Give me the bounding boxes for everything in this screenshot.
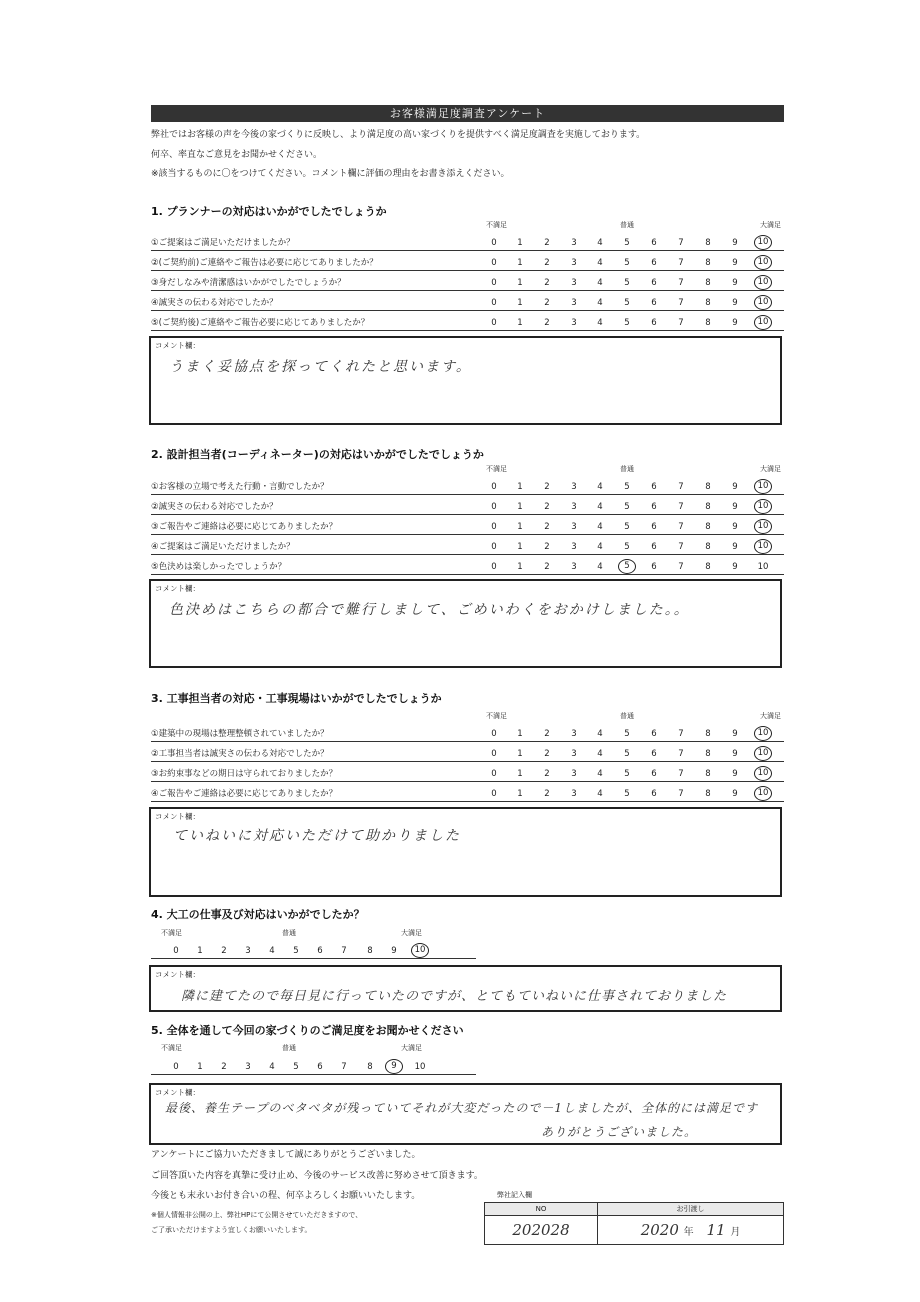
rating-option[interactable]: 3 — [571, 258, 577, 268]
rating-option[interactable]: 1 — [517, 789, 523, 799]
rating-option[interactable]: 2 — [544, 729, 550, 739]
rating-option[interactable]: 5 — [624, 482, 630, 492]
rating-option[interactable]: 9 — [732, 769, 738, 779]
rating-option[interactable]: 2 — [221, 946, 227, 956]
comment-label: コメント欄： — [155, 1088, 200, 1097]
rating-option[interactable]: 3 — [571, 769, 577, 779]
rating-option[interactable]: 4 — [597, 522, 603, 532]
rating-option[interactable]: 6 — [317, 946, 323, 956]
rating-option[interactable]: 5 — [624, 278, 630, 288]
rating-option[interactable]: 7 — [678, 562, 684, 572]
rating-option[interactable]: 7 — [678, 238, 684, 248]
section-3-title: 3. 工事担当者の対応・工事現場はいかがでしたでしょうか — [151, 692, 442, 705]
rating-option[interactable]: 0 — [491, 729, 497, 739]
rating-option[interactable]: 1 — [517, 318, 523, 328]
rating-option[interactable]: 2 — [544, 318, 550, 328]
scale-mid-label: 普通 — [620, 221, 634, 229]
rating-option[interactable]: 7 — [341, 946, 347, 956]
rating-option[interactable]: 8 — [705, 258, 711, 268]
rating-option-selected[interactable]: 10 — [754, 539, 772, 554]
rating-option[interactable]: 4 — [269, 1062, 275, 1072]
intro-line-1: 弊社ではお客様の声を今後の家づくりに反映し、より満足度の高い家づくりを提供すべく満足度調査を実施しております。 — [151, 130, 646, 140]
scale-mid-label: 普通 — [620, 465, 634, 473]
rating-option-selected[interactable]: 9 — [385, 1059, 403, 1074]
rating-option[interactable]: 1 — [517, 522, 523, 532]
rating-option[interactable]: 4 — [597, 789, 603, 799]
rating-option[interactable]: 3 — [571, 298, 577, 308]
scale-mid-label: 普通 — [282, 1044, 296, 1052]
question-row — [151, 535, 784, 555]
rating-option[interactable]: 7 — [678, 522, 684, 532]
survey-title: お客様満足度調査アンケート — [151, 105, 784, 122]
section-3-comment-box[interactable] — [149, 807, 782, 897]
rating-option[interactable]: 1 — [517, 562, 523, 572]
scale-low-label: 不満足 — [486, 221, 507, 229]
rating-option[interactable]: 4 — [597, 258, 603, 268]
rating-option[interactable]: 7 — [678, 318, 684, 328]
rating-option[interactable]: 6 — [651, 278, 657, 288]
question-text: ④ご提案はご満足いただけましたか？ — [151, 542, 295, 552]
scale-high-label: 大満足 — [760, 221, 781, 229]
rating-option[interactable]: 0 — [491, 542, 497, 552]
rating-option[interactable]: 9 — [732, 749, 738, 759]
office-use-table — [484, 1202, 784, 1245]
section-3-comment-text: ていねいに対応いただけて助かりました — [173, 828, 461, 844]
rating-option[interactable]: 0 — [491, 278, 497, 288]
question-text: ④誠実さの伝わる対応でしたか？ — [151, 298, 278, 308]
rating-option[interactable]: 5 — [624, 789, 630, 799]
rating-option[interactable]: 0 — [491, 258, 497, 268]
rating-option[interactable]: 7 — [678, 502, 684, 512]
rating-option[interactable]: 0 — [491, 562, 497, 572]
rating-option[interactable]: 6 — [651, 769, 657, 779]
rating-option[interactable]: 5 — [624, 729, 630, 739]
rating-option[interactable]: 4 — [269, 946, 275, 956]
rating-option[interactable]: 0 — [173, 946, 179, 956]
office-year-unit: 年 — [683, 1227, 694, 1238]
rating-option[interactable]: 8 — [367, 946, 373, 956]
question-text: ①お客様の立場で考えた行動・言動でしたか？ — [151, 482, 329, 492]
rating-option[interactable]: 2 — [544, 789, 550, 799]
question-row — [151, 475, 784, 495]
scale-high-label: 大満足 — [401, 929, 422, 937]
rating-option[interactable]: 4 — [597, 729, 603, 739]
scale-mid-label: 普通 — [620, 712, 634, 720]
question-row — [151, 515, 784, 535]
rating-option[interactable]: 3 — [571, 522, 577, 532]
question-row — [151, 722, 784, 742]
rating-option[interactable]: 0 — [491, 482, 497, 492]
rating-row — [151, 1056, 476, 1075]
scale-low-label: 不満足 — [486, 712, 507, 720]
rating-option[interactable]: 8 — [705, 522, 711, 532]
footer-line-2: ご回答頂いた内容を真摯に受け止め、今後のサービス改善に努めさせて頂きます。 — [151, 1171, 483, 1181]
question-row — [151, 271, 784, 291]
scale-high-label: 大満足 — [401, 1044, 422, 1052]
rating-option[interactable]: 6 — [651, 482, 657, 492]
rating-option[interactable]: 3 — [571, 238, 577, 248]
footer-line-1: アンケートにご協力いただきまして誠にありがとうございました。 — [151, 1150, 421, 1160]
rating-option[interactable]: 5 — [624, 258, 630, 268]
rating-option[interactable]: 9 — [732, 542, 738, 552]
rating-option[interactable]: 7 — [678, 482, 684, 492]
scale-low-label: 不満足 — [486, 465, 507, 473]
rating-option[interactable]: 3 — [571, 318, 577, 328]
rating-option[interactable]: 6 — [651, 729, 657, 739]
rating-option[interactable]: 1 — [517, 238, 523, 248]
rating-option-selected[interactable]: 5 — [618, 559, 636, 574]
rating-option-selected[interactable]: 10 — [754, 746, 772, 761]
rating-option[interactable]: 6 — [651, 258, 657, 268]
rating-option[interactable]: 6 — [317, 1062, 323, 1072]
question-row — [151, 231, 784, 251]
rating-option[interactable]: 5 — [293, 946, 299, 956]
section-1-comment-text: うまく妥協点を探ってくれたと思います。 — [169, 359, 472, 375]
footer-line-3: 今後とも末永いお付き合いの程、何卒よろしくお願いいたします。 — [151, 1191, 421, 1201]
rating-option[interactable]: 4 — [597, 769, 603, 779]
footer-note-1: ※個人情報非公開の上、弊社HPにて公開させていただきますので、 — [151, 1211, 363, 1219]
rating-option[interactable]: 5 — [624, 298, 630, 308]
rating-option[interactable]: 1 — [517, 502, 523, 512]
rating-option-selected[interactable]: 10 — [754, 786, 772, 801]
rating-option[interactable]: 8 — [705, 502, 711, 512]
rating-option[interactable]: 1 — [517, 769, 523, 779]
rating-option[interactable]: 7 — [678, 298, 684, 308]
rating-option[interactable]: 5 — [293, 1062, 299, 1072]
rating-option[interactable]: 1 — [517, 298, 523, 308]
rating-option-selected[interactable]: 10 — [754, 726, 772, 741]
question-row — [151, 762, 784, 782]
rating-option-selected[interactable]: 10 — [754, 315, 772, 330]
question-text: ②誠実さの伝わる対応でしたか？ — [151, 502, 278, 512]
rating-option[interactable]: 6 — [651, 238, 657, 248]
rating-option[interactable]: 3 — [571, 482, 577, 492]
rating-option[interactable]: 0 — [491, 769, 497, 779]
question-text: ⑤(ご契約後)ご連絡やご報告必要に応じてありましたか？ — [151, 318, 370, 328]
rating-option[interactable]: 9 — [732, 258, 738, 268]
rating-option[interactable]: 4 — [597, 482, 603, 492]
rating-option-selected[interactable]: 10 — [754, 766, 772, 781]
rating-option[interactable]: 2 — [544, 562, 550, 572]
rating-option[interactable]: 9 — [732, 318, 738, 328]
question-text: ①ご提案はご満足いただけましたか？ — [151, 238, 295, 248]
question-text: ①建築中の現場は整理整頓されていましたか？ — [151, 729, 329, 739]
rating-option[interactable]: 10 — [414, 1062, 426, 1072]
rating-option[interactable]: 6 — [651, 502, 657, 512]
rating-option[interactable]: 4 — [597, 542, 603, 552]
rating-option[interactable]: 3 — [571, 278, 577, 288]
rating-option[interactable]: 1 — [197, 1062, 203, 1072]
rating-option[interactable]: 2 — [544, 258, 550, 268]
rating-option[interactable]: 0 — [173, 1062, 179, 1072]
rating-option[interactable]: 1 — [517, 482, 523, 492]
rating-option[interactable]: 6 — [651, 749, 657, 759]
office-date-value[interactable] — [598, 1216, 784, 1245]
rating-option[interactable]: 7 — [678, 789, 684, 799]
rating-option[interactable]: 2 — [544, 522, 550, 532]
rating-option[interactable]: 3 — [245, 1062, 251, 1072]
rating-option[interactable]: 8 — [705, 238, 711, 248]
rating-option[interactable]: 2 — [544, 769, 550, 779]
office-year-value: 2020 — [640, 1221, 679, 1239]
office-month-unit: 月 — [730, 1227, 741, 1238]
rating-option[interactable]: 3 — [245, 946, 251, 956]
rating-option[interactable]: 1 — [517, 729, 523, 739]
question-text: ③ご報告やご連絡は必要に応じてありましたか？ — [151, 522, 338, 532]
question-row — [151, 251, 784, 271]
office-use-label: 弊社記入欄 — [497, 1191, 532, 1199]
rating-row — [151, 940, 476, 959]
question-text: ④ご報告やご連絡は必要に応じてありましたか？ — [151, 789, 338, 799]
scale-mid-label: 普通 — [282, 929, 296, 937]
rating-option[interactable]: 4 — [597, 502, 603, 512]
intro-line-3: ※該当するものに〇をつけてください。コメント欄に評価の理由をお書き添えください。 — [151, 169, 510, 179]
rating-option[interactable]: 4 — [597, 238, 603, 248]
rating-option-selected[interactable]: 10 — [754, 275, 772, 290]
rating-option[interactable]: 4 — [597, 278, 603, 288]
rating-option-selected[interactable]: 10 — [754, 499, 772, 514]
section-2-comment-box[interactable] — [149, 579, 782, 668]
rating-option[interactable]: 8 — [705, 562, 711, 572]
rating-option[interactable]: 3 — [571, 749, 577, 759]
rating-option[interactable]: 4 — [597, 318, 603, 328]
question-row — [151, 555, 784, 575]
rating-option[interactable]: 5 — [624, 318, 630, 328]
question-row — [151, 742, 784, 762]
rating-option[interactable]: 1 — [517, 749, 523, 759]
rating-option[interactable]: 8 — [705, 542, 711, 552]
rating-option[interactable]: 9 — [732, 729, 738, 739]
office-date-header: お引渡し — [598, 1203, 784, 1216]
question-text: ②(ご契約前)ご連絡やご報告は必要に応じてありましたか？ — [151, 258, 378, 268]
comment-label: コメント欄： — [155, 812, 200, 821]
rating-option[interactable]: 7 — [678, 749, 684, 759]
section-5-title: 5. 全体を通して今回の家づくりのご満足度をお聞かせください — [151, 1024, 464, 1037]
rating-option[interactable]: 5 — [624, 522, 630, 532]
comment-label: コメント欄： — [155, 341, 200, 350]
rating-option[interactable]: 6 — [651, 542, 657, 552]
scale-low-label: 不満足 — [161, 1044, 182, 1052]
rating-option[interactable]: 3 — [571, 502, 577, 512]
comment-label: コメント欄： — [155, 970, 200, 979]
rating-option[interactable]: 3 — [571, 542, 577, 552]
rating-option[interactable]: 7 — [678, 542, 684, 552]
rating-option-selected[interactable]: 10 — [754, 235, 772, 250]
rating-option[interactable]: 5 — [624, 238, 630, 248]
rating-option[interactable]: 9 — [732, 562, 738, 572]
rating-option[interactable]: 7 — [678, 278, 684, 288]
rating-option[interactable]: 7 — [678, 258, 684, 268]
rating-option-selected[interactable]: 10 — [754, 295, 772, 310]
section-1-comment-box[interactable] — [149, 336, 782, 425]
question-text: ③身だしなみや清潔感はいかがでしたでしょうか？ — [151, 278, 346, 288]
rating-option[interactable]: 9 — [732, 278, 738, 288]
rating-option[interactable]: 7 — [678, 769, 684, 779]
section-5-comment-box[interactable] — [149, 1083, 782, 1145]
rating-option[interactable]: 2 — [221, 1062, 227, 1072]
rating-option[interactable]: 8 — [367, 1062, 373, 1072]
rating-option[interactable]: 6 — [651, 562, 657, 572]
scale-high-label: 大満足 — [760, 712, 781, 720]
rating-option[interactable]: 0 — [491, 502, 497, 512]
rating-option[interactable]: 8 — [705, 278, 711, 288]
rating-option[interactable]: 8 — [705, 482, 711, 492]
question-row — [151, 782, 784, 802]
rating-option[interactable]: 0 — [491, 318, 497, 328]
rating-option[interactable]: 2 — [544, 749, 550, 759]
rating-option[interactable]: 2 — [544, 298, 550, 308]
rating-option[interactable]: 0 — [491, 749, 497, 759]
rating-option[interactable]: 1 — [517, 258, 523, 268]
intro-line-2: 何卒、率直なご意見をお聞かせください。 — [151, 150, 323, 160]
rating-option[interactable]: 1 — [517, 278, 523, 288]
rating-option[interactable]: 8 — [705, 769, 711, 779]
office-no-value[interactable]: 202028 — [485, 1216, 598, 1245]
section-4-title: 4. 大工の仕事及び対応はいかがでしたか？ — [151, 908, 365, 921]
rating-option[interactable]: 9 — [732, 298, 738, 308]
rating-option[interactable]: 8 — [705, 729, 711, 739]
rating-option[interactable]: 1 — [197, 946, 203, 956]
rating-option[interactable]: 0 — [491, 298, 497, 308]
rating-option[interactable]: 4 — [597, 562, 603, 572]
rating-option[interactable]: 8 — [705, 298, 711, 308]
rating-option[interactable]: 9 — [732, 789, 738, 799]
question-row — [151, 291, 784, 311]
rating-option[interactable]: 8 — [705, 749, 711, 759]
rating-option[interactable]: 9 — [391, 946, 397, 956]
section-4-comment-text: 隣に建てたので毎日見に行っていたのですが、とてもていねいに仕事されておりました — [181, 989, 728, 1004]
section-1-title: 1. プランナーの対応はいかがでしたでしょうか — [151, 205, 387, 218]
question-text: ②工事担当者は誠実さの伝わる対応でしたか？ — [151, 749, 329, 759]
rating-option[interactable]: 9 — [732, 502, 738, 512]
rating-option-selected[interactable]: 10 — [754, 519, 772, 534]
rating-option[interactable]: 9 — [732, 238, 738, 248]
question-row — [151, 495, 784, 515]
section-5-comment-text-2: ありがとうございました。 — [541, 1125, 698, 1139]
office-no-header: NO — [485, 1203, 598, 1216]
question-text: ③お約束事などの期日は守られておりましたか？ — [151, 769, 338, 779]
rating-option[interactable]: 0 — [491, 238, 497, 248]
rating-option[interactable]: 8 — [705, 789, 711, 799]
rating-option[interactable]: 5 — [624, 749, 630, 759]
rating-option-selected[interactable]: 10 — [754, 479, 772, 494]
rating-option[interactable]: 2 — [544, 482, 550, 492]
question-text: ⑤色決めは楽しかったでしょうか？ — [151, 562, 287, 572]
rating-option[interactable]: 3 — [571, 729, 577, 739]
footer-note-2: ご了承いただけますよう宜しくお願いいたします。 — [151, 1226, 312, 1234]
rating-option[interactable]: 0 — [491, 789, 497, 799]
rating-option[interactable]: 0 — [491, 522, 497, 532]
section-4-comment-box[interactable] — [149, 965, 782, 1012]
rating-option[interactable]: 4 — [597, 749, 603, 759]
rating-option[interactable]: 7 — [678, 729, 684, 739]
question-row — [151, 311, 784, 331]
rating-option-selected[interactable]: 10 — [411, 943, 429, 958]
section-5-comment-text: 最後、養生テープのベタベタが残っていてそれが大変だったので－1しましたが、全体的には満足です — [165, 1101, 759, 1115]
rating-option-selected[interactable]: 10 — [754, 255, 772, 270]
rating-option[interactable]: 4 — [597, 298, 603, 308]
scale-low-label: 不満足 — [161, 929, 182, 937]
office-month-value: 11 — [706, 1221, 726, 1239]
rating-option[interactable]: 8 — [705, 318, 711, 328]
comment-label: コメント欄： — [155, 584, 200, 593]
rating-option[interactable]: 2 — [544, 502, 550, 512]
rating-option[interactable]: 6 — [651, 318, 657, 328]
rating-option[interactable]: 10 — [757, 562, 769, 572]
rating-option[interactable]: 6 — [651, 789, 657, 799]
rating-option[interactable]: 7 — [341, 1062, 347, 1072]
scale-high-label: 大満足 — [760, 465, 781, 473]
section-2-comment-text: 色決めはこちらの都合で難行しまして、ごめいわくをおかけしました。。 — [169, 602, 690, 618]
rating-option[interactable]: 5 — [624, 542, 630, 552]
rating-option[interactable]: 5 — [624, 502, 630, 512]
rating-option[interactable]: 3 — [571, 789, 577, 799]
rating-option[interactable]: 6 — [651, 298, 657, 308]
rating-option[interactable]: 6 — [651, 522, 657, 532]
rating-option[interactable]: 2 — [544, 278, 550, 288]
rating-option[interactable]: 9 — [732, 482, 738, 492]
rating-option[interactable]: 3 — [571, 562, 577, 572]
rating-option[interactable]: 2 — [544, 542, 550, 552]
section-2-title: 2. 設計担当者(コーディネーター)の対応はいかがでしたでしょうか — [151, 448, 484, 461]
rating-option[interactable]: 9 — [732, 522, 738, 532]
rating-option[interactable]: 5 — [624, 769, 630, 779]
rating-option[interactable]: 1 — [517, 542, 523, 552]
rating-option[interactable]: 2 — [544, 238, 550, 248]
